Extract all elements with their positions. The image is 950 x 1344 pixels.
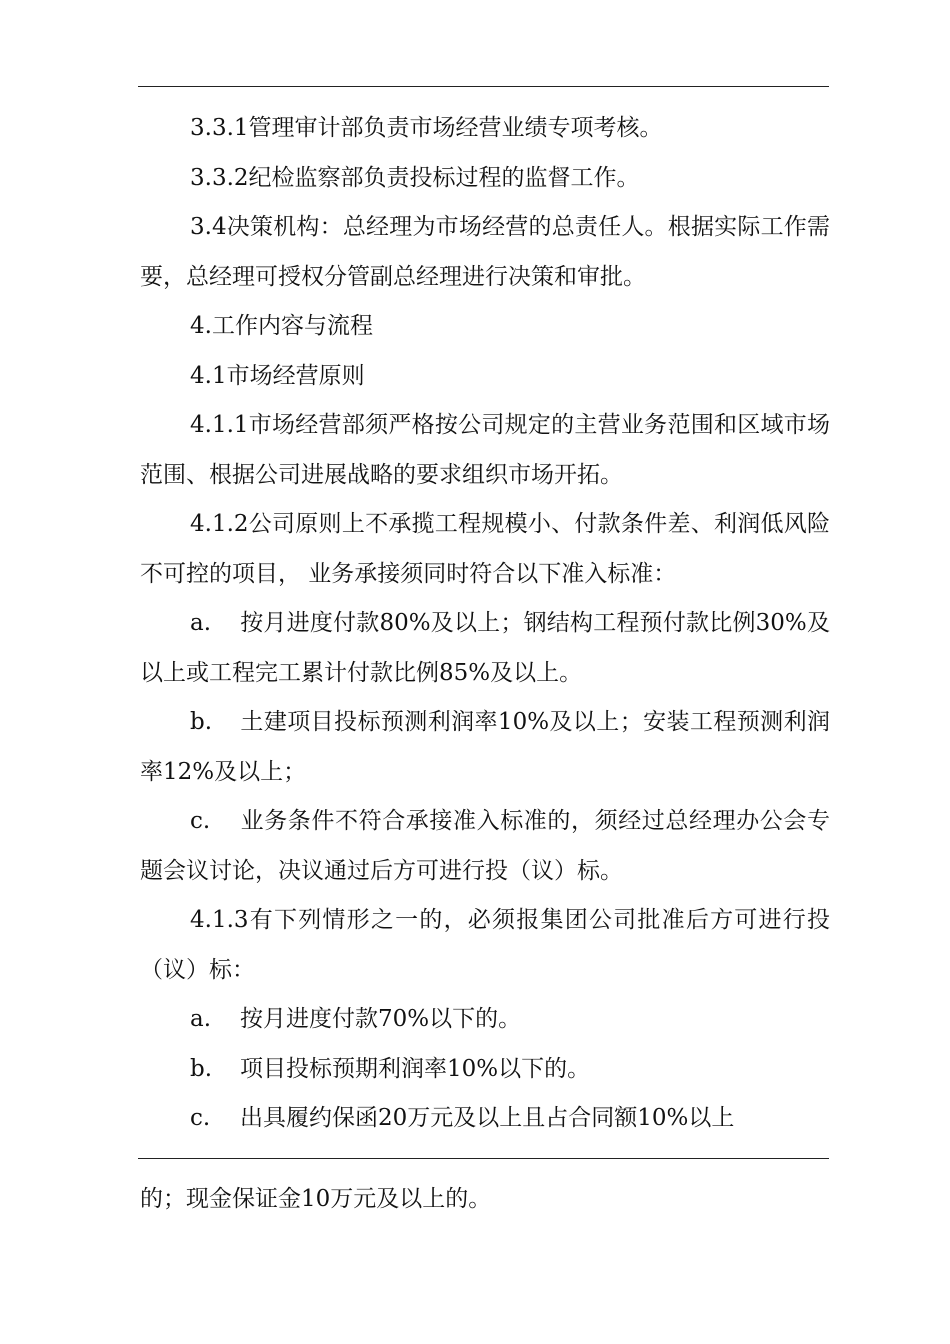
list-item-4-1-3-b <box>140 1045 830 1095</box>
list-item-4-1-3-c <box>140 1094 830 1144</box>
list-item-text: 土建项目投标预测利润率10%及以上；安装工程预测利润率12%及以上； <box>140 709 830 785</box>
list-item-4-1-2-b <box>140 698 830 797</box>
paragraph-3-4: 3.4决策机构：总经理为市场经营的总责任人。根据实际工作需要，总经理可授权分管副总经理进行决策和审批。 <box>140 214 830 290</box>
list-item-text: 项目投标预期利润率10%以下的。 <box>240 1055 591 1082</box>
list-marker: c. <box>190 808 211 834</box>
paragraph-4-1-3: 4.1.3有下列情形之一的，必须报集团公司批准后方可进行投（议）标： <box>140 907 830 983</box>
list-marker: b. <box>190 709 213 735</box>
list-item-text: 按月进度付款80%及以上；钢结构工程预付款比例30%及以上或工程完工累计付款比例85%及以上。 <box>140 610 830 686</box>
paragraph-4-1-2: 4.1.2公司原则上不承揽工程规模小、付款条件差、利润低风险不可控的项目， 业务承接须同时符合以下准入标准： <box>140 511 830 587</box>
list-marker: b. <box>190 1055 213 1082</box>
heading-4-1: 4.1市场经营原则 <box>190 362 365 389</box>
list-marker: a. <box>190 1006 212 1032</box>
list-item-text: 按月进度付款70%以下的。 <box>240 1006 522 1032</box>
page-continuation-text: 的；现金保证金10万元及以上的。 <box>140 1186 492 1212</box>
heading-4: 4.工作内容与流程 <box>190 313 373 339</box>
list-item-text: 业务条件不符合承接准入标准的，须经过总经理办公会专题会议讨论，决议通过后方可进行投（议）标。 <box>140 808 830 884</box>
bottom-rule <box>138 1158 829 1159</box>
list-marker: c. <box>190 1105 211 1131</box>
list-item-text: 出具履约保函20万元及以上且占合同额10%以上 <box>240 1105 735 1131</box>
list-item-4-1-2-c <box>140 797 830 896</box>
list-item-4-1-2-a <box>140 599 830 698</box>
paragraph-3-3-2: 3.3.2纪检监察部负责投标过程的监督工作。 <box>190 164 640 191</box>
list-marker: a. <box>190 610 212 636</box>
list-item-4-1-3-a <box>140 995 830 1045</box>
paragraph-4-1-1: 4.1.1市场经营部须严格按公司规定的主营业务范围和区域市场范围、根据公司进展战略的要求组织市场开拓。 <box>140 412 830 488</box>
top-rule <box>138 86 829 87</box>
paragraph-3-3-1: 3.3.1管理审计部负责市场经营业绩专项考核。 <box>190 115 663 141</box>
document-body <box>140 104 830 1144</box>
